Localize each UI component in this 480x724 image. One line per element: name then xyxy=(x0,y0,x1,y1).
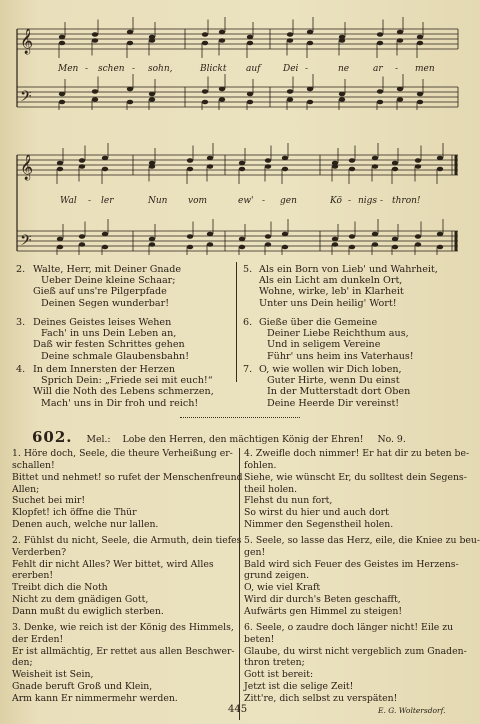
verse-line: Zitt're, dich selbst zu verspäten! xyxy=(244,692,398,704)
note-head xyxy=(239,245,245,250)
stanza-line: Und in seligem Vereine xyxy=(267,339,381,351)
verse-line: Glaube, du wirst nicht vergeblich zum Gnaden- xyxy=(244,645,467,657)
verse-line: 4. Zweifle doch nimmer! Er hat dir zu beten be- xyxy=(244,448,470,459)
note-head xyxy=(247,41,253,46)
svg-text:𝄢: 𝄢 xyxy=(20,88,32,109)
note-head xyxy=(127,41,133,46)
stanza xyxy=(16,317,231,362)
note-head xyxy=(149,97,155,102)
verse-line: Jetzt ist die selige Zeit! xyxy=(244,681,354,693)
verse-line: O, wie viel Kraft xyxy=(244,582,321,594)
note-head xyxy=(377,32,383,37)
note-head xyxy=(79,234,85,239)
note-head xyxy=(339,38,345,43)
note-head xyxy=(415,234,421,239)
note-head xyxy=(247,35,253,40)
stanza-line: In dem Innersten der Herzen xyxy=(33,364,176,375)
stanza xyxy=(16,364,231,409)
lyric-syllable: - xyxy=(305,64,309,74)
melody-number: No. 9. xyxy=(377,434,406,445)
note-head xyxy=(417,92,423,97)
svg-text:𝄞: 𝄞 xyxy=(20,29,34,54)
note-head xyxy=(149,92,155,97)
verse-line: Suchet bei mir! xyxy=(12,495,86,507)
verse-line: Bald wird sich Feuer des Geistes im Herzens- xyxy=(244,558,459,570)
verse-line: thron treten; xyxy=(244,657,305,669)
page-number: 445 xyxy=(228,704,248,715)
stanza-line: Will die Noth des Lebens schmerzen, xyxy=(33,386,214,398)
column-divider xyxy=(236,262,237,382)
note-head xyxy=(59,100,65,105)
note-head xyxy=(307,100,313,105)
verse-line: 1. Höre doch, Seele, die theure Verheißung er- xyxy=(12,448,233,459)
note-head xyxy=(397,87,403,92)
lyric-syllable: Nun xyxy=(148,196,168,206)
verse-line: Nicht zu dem gnädigen Gott, xyxy=(12,594,149,606)
note-head xyxy=(372,156,378,161)
note-head xyxy=(392,237,398,242)
stanza-line: Deine Heerde Dir vereinst! xyxy=(267,397,400,409)
lyric-syllable: - xyxy=(262,196,266,206)
lyric-syllable: vom xyxy=(188,196,208,206)
note-head xyxy=(187,234,193,239)
note-head xyxy=(219,30,225,35)
note-head xyxy=(92,97,98,102)
note-head xyxy=(417,100,423,105)
verse-line: den; xyxy=(12,657,33,669)
note-head xyxy=(187,245,193,250)
stanza-line: Gieß auf uns're Pilgerpfade xyxy=(33,286,167,298)
stanza-line: Gieße über die Gemeine xyxy=(259,317,378,328)
note-head xyxy=(187,158,193,163)
note-head xyxy=(417,41,423,46)
note-head xyxy=(377,89,383,94)
verse-line: Flehst du nun fort, xyxy=(244,495,333,507)
verse-line: Er ist allmächtig, Er rettet aus allen Beschwer- xyxy=(12,645,235,657)
verse-line: Verderben? xyxy=(12,546,67,558)
note-head xyxy=(349,245,355,250)
lyric-syllable: - xyxy=(348,196,352,206)
lyric-syllable: Men xyxy=(58,64,79,74)
note-head xyxy=(287,89,293,94)
stanza xyxy=(243,264,473,309)
verse-line: 6. Seele, o zaudre doch länger nicht! Eile zu xyxy=(244,621,454,633)
note-head xyxy=(202,100,208,105)
note-head xyxy=(437,232,443,237)
verse-line: Klopfet! ich öffne die Thür xyxy=(12,507,137,519)
stanza-line: Als ein Licht am dunkeln Ort, xyxy=(259,275,403,287)
note-head xyxy=(339,92,345,97)
verse-line: beten! xyxy=(244,633,275,645)
verse-line: So wirst du hier und auch dort xyxy=(244,507,389,519)
note-head xyxy=(202,89,208,94)
verse-line: Gnade beruft Groß und Klein, xyxy=(12,681,153,693)
note-head xyxy=(149,164,155,169)
lyric-syllable: ar xyxy=(373,64,383,74)
lyric-syllable: ne xyxy=(338,64,350,74)
note-head xyxy=(397,38,403,43)
note-head xyxy=(372,232,378,237)
stanza-line: Daß wir festen Schrittes gehen xyxy=(33,339,185,351)
note-head xyxy=(219,87,225,92)
verse-line: Arm kann Er nimmermehr werden. xyxy=(12,692,178,704)
note-head xyxy=(265,158,271,163)
stanza-line: In der Mutterstadt dort Oben xyxy=(267,386,411,398)
verse-line: ererben! xyxy=(12,570,54,582)
verse-line: fohlen. xyxy=(244,459,277,471)
verse-line: grund zeigen. xyxy=(244,570,310,582)
hymn-header xyxy=(32,428,406,446)
note-head xyxy=(397,30,403,35)
note-head xyxy=(149,242,155,247)
svg-text:𝄞: 𝄞 xyxy=(20,155,34,180)
lyric-syllable: - xyxy=(380,196,384,206)
music-system-2 xyxy=(0,110,480,255)
note-head xyxy=(282,245,288,250)
lyric-syllable: schen xyxy=(98,64,125,74)
note-head xyxy=(287,97,293,102)
stanza-number: 5. xyxy=(243,264,253,275)
note-head xyxy=(307,30,313,35)
note-head xyxy=(149,237,155,242)
stanza-number: 3. xyxy=(16,317,26,328)
stanza-line: Ueber Deine kleine Schaar; xyxy=(41,275,176,287)
note-head xyxy=(57,161,63,166)
note-head xyxy=(372,242,378,247)
lyric-syllable: Wal xyxy=(60,196,77,206)
lyric-syllable: Blickt xyxy=(200,64,227,74)
stanza-line: Mach' uns in Dir froh und reich! xyxy=(41,397,199,409)
verse-line: Denen auch, welche nur lallen. xyxy=(12,519,159,531)
lyric-syllable: ew' xyxy=(238,196,254,206)
note-head xyxy=(127,87,133,92)
note-head xyxy=(79,164,85,169)
lyric-syllable: auf xyxy=(246,64,261,74)
stanza-line: Deines Geistes leises Wehen xyxy=(33,317,172,328)
note-head xyxy=(207,232,213,237)
stanza-line: Deine schmale Glaubensbahn! xyxy=(41,350,190,362)
note-head xyxy=(332,164,338,169)
lyric-syllable: Dei xyxy=(283,64,299,74)
note-head xyxy=(282,167,288,172)
lyric-syllable: thron! xyxy=(392,196,421,206)
lyric-syllable: - xyxy=(132,64,136,74)
lyric-syllable: - xyxy=(85,64,89,74)
note-head xyxy=(282,232,288,237)
note-head xyxy=(239,237,245,242)
note-head xyxy=(437,245,443,250)
note-head xyxy=(79,158,85,163)
note-head xyxy=(102,167,108,172)
note-head xyxy=(339,97,345,102)
verse-line: Bittet und nehmet! so rufet der Menschenfreund xyxy=(12,471,243,483)
music-system-1 xyxy=(0,0,480,110)
note-head xyxy=(247,92,253,97)
note-head xyxy=(377,41,383,46)
stanza-line: Guter Hirte, wenn Du einst xyxy=(267,375,400,387)
note-head xyxy=(437,167,443,172)
note-head xyxy=(127,100,133,105)
note-head xyxy=(372,164,378,169)
note-head xyxy=(102,232,108,237)
verse-line: Treibt dich die Noth xyxy=(12,582,108,594)
note-head xyxy=(79,242,85,247)
verse-line: Dann mußt du ewiglich sterben. xyxy=(12,605,164,617)
stanza-line: Sprich Dein: „Friede sei mit euch!“ xyxy=(41,375,213,387)
note-head xyxy=(57,245,63,250)
lyric-syllable: - xyxy=(395,64,399,74)
note-head xyxy=(332,242,338,247)
stanza-line: Als ein Born von Lieb' und Wahrheit, xyxy=(259,264,438,275)
note-head xyxy=(415,158,421,163)
stanza-line: Unter uns Dein heilig' Wort! xyxy=(259,297,397,309)
note-head xyxy=(57,237,63,242)
note-head xyxy=(127,30,133,35)
note-head xyxy=(265,234,271,239)
note-head xyxy=(392,161,398,166)
stanza xyxy=(16,264,231,309)
column-divider xyxy=(239,448,240,720)
note-head xyxy=(392,245,398,250)
stanza-line: Walte, Herr, mit Deiner Gnade xyxy=(33,264,182,275)
note-head xyxy=(202,41,208,46)
note-head xyxy=(417,35,423,40)
verse-line: 2. Fühlst du nicht, Seele, die Armuth, dein tiefes xyxy=(12,534,242,546)
melody-label: Mel.: xyxy=(86,434,111,445)
note-head xyxy=(265,242,271,247)
stanza xyxy=(243,317,473,362)
note-head xyxy=(287,32,293,37)
melody-title: Lobe den Herren, den mächtigen König der Ehren! xyxy=(122,434,364,445)
note-head xyxy=(59,35,65,40)
verse-line: gen! xyxy=(244,546,266,558)
verse-line: Weisheit ist Sein, xyxy=(12,669,94,681)
stanza-line: Deinen Segen wunderbar! xyxy=(41,297,170,309)
note-head xyxy=(287,38,293,43)
stanza xyxy=(243,364,473,409)
note-head xyxy=(59,41,65,46)
note-head xyxy=(219,97,225,102)
verse-line: Aufwärts gen Himmel zu steigen! xyxy=(244,605,403,617)
note-head xyxy=(282,156,288,161)
stanza-number: 7. xyxy=(243,364,253,375)
note-head xyxy=(349,158,355,163)
note-head xyxy=(415,242,421,247)
stanza-line: Wohne, wirke, leb' in Klarheit xyxy=(259,286,404,298)
note-head xyxy=(207,156,213,161)
note-head xyxy=(397,97,403,102)
note-head xyxy=(437,156,443,161)
verse-line: schallen! xyxy=(12,459,55,471)
note-head xyxy=(265,164,271,169)
verse-line: 5. Seele, so lasse das Herz, eile, die Kniee zu beu- xyxy=(244,534,480,546)
stanza-number: 2. xyxy=(16,264,26,275)
verse-line: Allen; xyxy=(12,483,40,495)
note-head xyxy=(102,156,108,161)
stanza-number: 4. xyxy=(16,364,26,375)
lyric-syllable: Kö xyxy=(330,196,342,206)
svg-text:𝄢: 𝄢 xyxy=(20,232,32,253)
verse-line: Gott ist bereit: xyxy=(244,669,314,681)
stanza-number: 6. xyxy=(243,317,253,328)
stanza-line: O, wie wollen wir Dich loben, xyxy=(259,364,402,375)
note-head xyxy=(377,100,383,105)
verse-line: Wird dir durch's Beten geschafft, xyxy=(244,594,401,606)
verse-line: Nimmer den Segenstheil holen. xyxy=(244,519,394,531)
note-head xyxy=(332,237,338,242)
lyric-syllable: men xyxy=(415,64,435,74)
note-head xyxy=(349,167,355,172)
lyric-syllable: - xyxy=(88,196,92,206)
note-head xyxy=(102,245,108,250)
note-head xyxy=(202,32,208,37)
hymn-number: 602. xyxy=(32,428,73,446)
note-head xyxy=(92,32,98,37)
verse-line: Fehlt dir nicht Alles? Wer bittet, wird Alles xyxy=(12,558,214,570)
note-head xyxy=(219,38,225,43)
stanza-line: Deiner Liebe Reichthum aus, xyxy=(267,328,409,340)
note-head xyxy=(92,38,98,43)
note-head xyxy=(207,242,213,247)
verse-line: 3. Denke, wie reich ist der König des Himmels, xyxy=(12,621,234,633)
note-head xyxy=(392,167,398,172)
lyric-syllable: nigs xyxy=(358,196,378,206)
ornament-rule xyxy=(180,417,300,418)
note-head xyxy=(57,167,63,172)
lyric-syllable: ler xyxy=(101,196,114,206)
note-head xyxy=(239,161,245,166)
note-head xyxy=(239,167,245,172)
note-head xyxy=(247,100,253,105)
lyric-syllable: gen xyxy=(280,196,297,206)
lyric-syllable: sohn, xyxy=(148,64,173,74)
note-head xyxy=(307,87,313,92)
note-head xyxy=(59,92,65,97)
stanza-line: Führ' uns heim ins Vaterhaus! xyxy=(267,350,414,362)
author-credit: E. G. Woltersdorf. xyxy=(378,706,446,715)
stanza-line: Fach' in uns Dein Leben an, xyxy=(41,328,177,340)
note-head xyxy=(187,167,193,172)
note-head xyxy=(349,234,355,239)
note-head xyxy=(92,89,98,94)
verse-line: theil holen. xyxy=(244,483,298,495)
note-head xyxy=(207,164,213,169)
note-head xyxy=(307,41,313,46)
verse-line: Siehe, wie wünscht Er, du solltest dein Segens- xyxy=(244,471,467,483)
note-head xyxy=(415,164,421,169)
note-head xyxy=(149,38,155,43)
hymn-column-right xyxy=(244,448,480,705)
hymn-column-left xyxy=(12,448,243,705)
verse-line: der Erden! xyxy=(12,633,64,645)
